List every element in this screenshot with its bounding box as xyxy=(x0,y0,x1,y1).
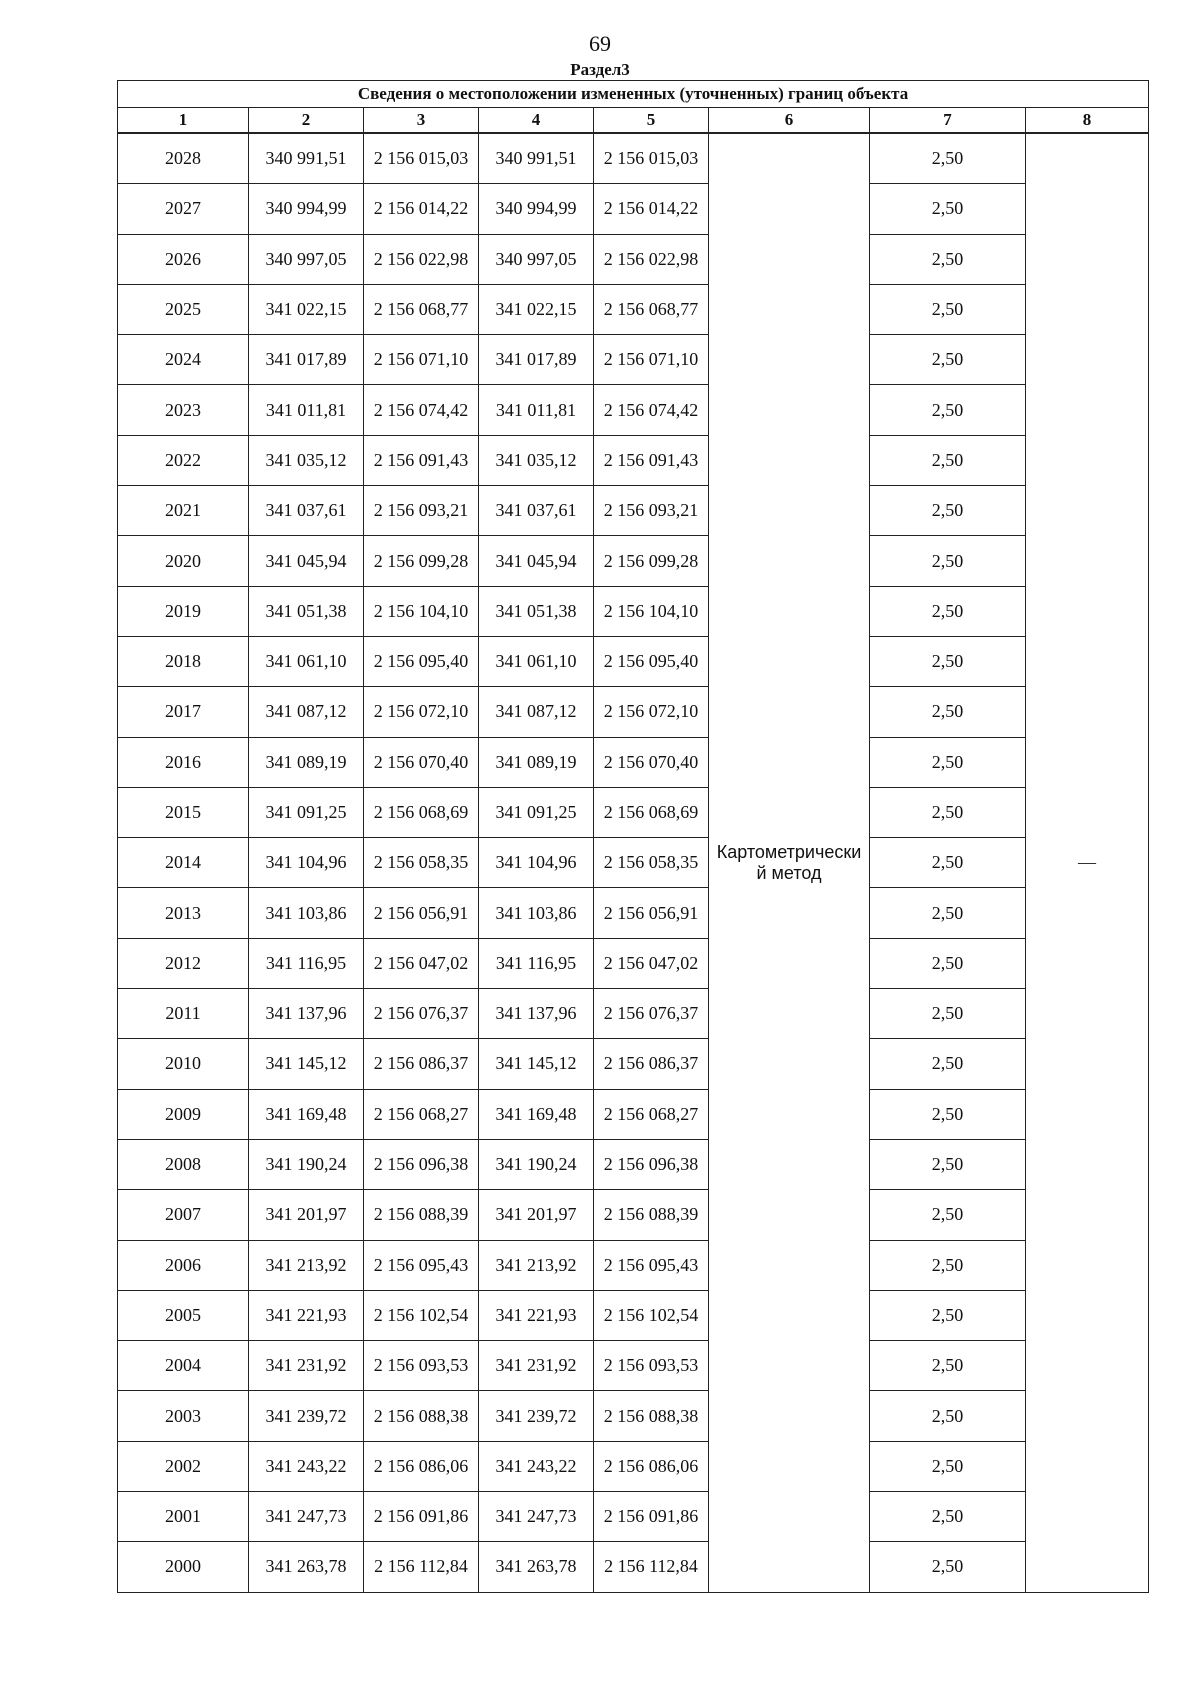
x-new-cell: 340 997,05 xyxy=(479,234,594,284)
method-cell: Картометрически й метод xyxy=(709,133,870,1592)
y-old-cell: 2 156 086,37 xyxy=(364,1039,479,1089)
accuracy-cell: 2,50 xyxy=(870,1542,1026,1592)
accuracy-cell: 2,50 xyxy=(870,284,1026,334)
point-number-cell: 2003 xyxy=(118,1391,249,1441)
table-row xyxy=(118,284,1149,334)
y-old-cell: 2 156 068,77 xyxy=(364,284,479,334)
y-new-cell: 2 156 095,43 xyxy=(594,1240,709,1290)
point-number-cell: 2028 xyxy=(118,133,249,184)
accuracy-cell: 2,50 xyxy=(870,1190,1026,1240)
y-new-cell: 2 156 074,42 xyxy=(594,385,709,435)
point-number-cell: 2015 xyxy=(118,787,249,837)
y-old-cell: 2 156 095,40 xyxy=(364,636,479,686)
accuracy-cell: 2,50 xyxy=(870,1492,1026,1542)
y-new-cell: 2 156 095,40 xyxy=(594,636,709,686)
x-new-cell: 341 201,97 xyxy=(479,1190,594,1240)
y-old-cell: 2 156 022,98 xyxy=(364,234,479,284)
y-new-cell: 2 156 093,53 xyxy=(594,1341,709,1391)
y-new-cell: 2 156 091,43 xyxy=(594,435,709,485)
point-number-cell: 2001 xyxy=(118,1492,249,1542)
x-old-cell: 341 089,19 xyxy=(249,737,364,787)
table-row xyxy=(118,787,1149,837)
column-header-row xyxy=(118,108,1149,134)
x-old-cell: 341 035,12 xyxy=(249,435,364,485)
accuracy-cell: 2,50 xyxy=(870,1341,1026,1391)
accuracy-cell: 2,50 xyxy=(870,838,1026,888)
x-old-cell: 341 243,22 xyxy=(249,1441,364,1491)
point-number-cell: 2016 xyxy=(118,737,249,787)
y-old-cell: 2 156 070,40 xyxy=(364,737,479,787)
accuracy-cell: 2,50 xyxy=(870,989,1026,1039)
x-old-cell: 341 169,48 xyxy=(249,1089,364,1139)
accuracy-cell: 2,50 xyxy=(870,536,1026,586)
point-number-cell: 2013 xyxy=(118,888,249,938)
table-row xyxy=(118,133,1149,184)
x-new-cell: 341 011,81 xyxy=(479,385,594,435)
y-new-cell: 2 156 099,28 xyxy=(594,536,709,586)
section-title: Раздел3 xyxy=(570,60,630,79)
x-old-cell: 341 116,95 xyxy=(249,938,364,988)
table-row xyxy=(118,1492,1149,1542)
y-old-cell: 2 156 095,43 xyxy=(364,1240,479,1290)
table-row xyxy=(118,586,1149,636)
column-header: 4 xyxy=(479,108,594,134)
accuracy-cell: 2,50 xyxy=(870,1441,1026,1491)
x-new-cell: 341 221,93 xyxy=(479,1290,594,1340)
y-old-cell: 2 156 086,06 xyxy=(364,1441,479,1491)
point-number-cell: 2011 xyxy=(118,989,249,1039)
x-new-cell: 341 169,48 xyxy=(479,1089,594,1139)
x-new-cell: 341 045,94 xyxy=(479,536,594,586)
y-new-cell: 2 156 068,27 xyxy=(594,1089,709,1139)
table-row xyxy=(118,435,1149,485)
table-caption: Сведения о местоположении измененных (уточненных) границ объекта xyxy=(118,81,1149,108)
x-new-cell: 341 022,15 xyxy=(479,284,594,334)
point-number-cell: 2017 xyxy=(118,687,249,737)
table-row xyxy=(118,888,1149,938)
y-new-cell: 2 156 071,10 xyxy=(594,335,709,385)
point-number-cell: 2010 xyxy=(118,1039,249,1089)
x-old-cell: 341 045,94 xyxy=(249,536,364,586)
x-old-cell: 341 104,96 xyxy=(249,838,364,888)
point-number-cell: 2014 xyxy=(118,838,249,888)
accuracy-cell: 2,50 xyxy=(870,1139,1026,1189)
x-old-cell: 341 239,72 xyxy=(249,1391,364,1441)
y-old-cell: 2 156 072,10 xyxy=(364,687,479,737)
accuracy-cell: 2,50 xyxy=(870,234,1026,284)
y-new-cell: 2 156 056,91 xyxy=(594,888,709,938)
x-old-cell: 341 231,92 xyxy=(249,1341,364,1391)
y-new-cell: 2 156 014,22 xyxy=(594,184,709,234)
table-row xyxy=(118,687,1149,737)
x-old-cell: 341 137,96 xyxy=(249,989,364,1039)
point-number-cell: 2009 xyxy=(118,1089,249,1139)
point-number-cell: 2006 xyxy=(118,1240,249,1290)
y-old-cell: 2 156 088,38 xyxy=(364,1391,479,1441)
table-row xyxy=(118,1089,1149,1139)
x-old-cell: 341 061,10 xyxy=(249,636,364,686)
x-new-cell: 340 991,51 xyxy=(479,133,594,184)
y-new-cell: 2 156 068,69 xyxy=(594,787,709,837)
x-new-cell: 341 089,19 xyxy=(479,737,594,787)
column-header: 3 xyxy=(364,108,479,134)
x-old-cell: 341 011,81 xyxy=(249,385,364,435)
table-row xyxy=(118,938,1149,988)
accuracy-cell: 2,50 xyxy=(870,938,1026,988)
table-row xyxy=(118,636,1149,686)
point-number-cell: 2012 xyxy=(118,938,249,988)
table-row xyxy=(118,1391,1149,1441)
point-number-cell: 2005 xyxy=(118,1290,249,1340)
table-row xyxy=(118,1190,1149,1240)
y-old-cell: 2 156 014,22 xyxy=(364,184,479,234)
accuracy-cell: 2,50 xyxy=(870,1240,1026,1290)
x-new-cell: 341 037,61 xyxy=(479,486,594,536)
x-new-cell: 341 087,12 xyxy=(479,687,594,737)
accuracy-cell: 2,50 xyxy=(870,1391,1026,1441)
table-row xyxy=(118,335,1149,385)
table-row xyxy=(118,1139,1149,1189)
page-number: 69 xyxy=(589,31,611,56)
x-new-cell: 341 017,89 xyxy=(479,335,594,385)
y-new-cell: 2 156 068,77 xyxy=(594,284,709,334)
column-header: 8 xyxy=(1026,108,1149,134)
point-number-cell: 2020 xyxy=(118,536,249,586)
x-old-cell: 340 994,99 xyxy=(249,184,364,234)
y-old-cell: 2 156 093,53 xyxy=(364,1341,479,1391)
accuracy-cell: 2,50 xyxy=(870,435,1026,485)
accuracy-cell: 2,50 xyxy=(870,335,1026,385)
point-number-cell: 2026 xyxy=(118,234,249,284)
accuracy-cell: 2,50 xyxy=(870,1089,1026,1139)
x-new-cell: 341 263,78 xyxy=(479,1542,594,1592)
point-number-cell: 2000 xyxy=(118,1542,249,1592)
y-old-cell: 2 156 015,03 xyxy=(364,133,479,184)
x-old-cell: 340 991,51 xyxy=(249,133,364,184)
x-new-cell: 341 103,86 xyxy=(479,888,594,938)
table-body xyxy=(118,133,1149,1592)
table-row xyxy=(118,1341,1149,1391)
y-old-cell: 2 156 088,39 xyxy=(364,1190,479,1240)
point-number-cell: 2004 xyxy=(118,1341,249,1391)
accuracy-cell: 2,50 xyxy=(870,385,1026,435)
x-old-cell: 340 997,05 xyxy=(249,234,364,284)
x-new-cell: 341 116,95 xyxy=(479,938,594,988)
y-new-cell: 2 156 086,37 xyxy=(594,1039,709,1089)
x-new-cell: 341 137,96 xyxy=(479,989,594,1039)
accuracy-cell: 2,50 xyxy=(870,636,1026,686)
point-number-cell: 2008 xyxy=(118,1139,249,1189)
y-new-cell: 2 156 093,21 xyxy=(594,486,709,536)
x-old-cell: 341 037,61 xyxy=(249,486,364,536)
x-new-cell: 341 243,22 xyxy=(479,1441,594,1491)
x-new-cell: 341 051,38 xyxy=(479,586,594,636)
table-row xyxy=(118,1240,1149,1290)
x-new-cell: 341 091,25 xyxy=(479,787,594,837)
x-old-cell: 341 263,78 xyxy=(249,1542,364,1592)
accuracy-cell: 2,50 xyxy=(870,486,1026,536)
table-row xyxy=(118,1542,1149,1592)
y-new-cell: 2 156 086,06 xyxy=(594,1441,709,1491)
x-old-cell: 341 247,73 xyxy=(249,1492,364,1542)
y-new-cell: 2 156 104,10 xyxy=(594,586,709,636)
x-new-cell: 341 213,92 xyxy=(479,1240,594,1290)
point-number-cell: 2022 xyxy=(118,435,249,485)
table-row xyxy=(118,184,1149,234)
note-cell: — xyxy=(1026,133,1149,1592)
x-new-cell: 341 145,12 xyxy=(479,1039,594,1089)
accuracy-cell: 2,50 xyxy=(870,737,1026,787)
table-row xyxy=(118,234,1149,284)
point-number-cell: 2019 xyxy=(118,586,249,636)
column-header: 6 xyxy=(709,108,870,134)
table-row xyxy=(118,1290,1149,1340)
column-header: 7 xyxy=(870,108,1026,134)
y-old-cell: 2 156 091,43 xyxy=(364,435,479,485)
y-old-cell: 2 156 093,21 xyxy=(364,486,479,536)
table-row xyxy=(118,385,1149,435)
table-row xyxy=(118,737,1149,787)
accuracy-cell: 2,50 xyxy=(870,1290,1026,1340)
point-number-cell: 2023 xyxy=(118,385,249,435)
x-old-cell: 341 051,38 xyxy=(249,586,364,636)
x-old-cell: 341 201,97 xyxy=(249,1190,364,1240)
y-new-cell: 2 156 047,02 xyxy=(594,938,709,988)
x-old-cell: 341 213,92 xyxy=(249,1240,364,1290)
x-new-cell: 341 035,12 xyxy=(479,435,594,485)
table-row xyxy=(118,1441,1149,1491)
y-new-cell: 2 156 015,03 xyxy=(594,133,709,184)
table-row xyxy=(118,536,1149,586)
x-old-cell: 341 103,86 xyxy=(249,888,364,938)
y-old-cell: 2 156 096,38 xyxy=(364,1139,479,1189)
y-old-cell: 2 156 074,42 xyxy=(364,385,479,435)
y-old-cell: 2 156 076,37 xyxy=(364,989,479,1039)
table-row xyxy=(118,838,1149,888)
x-new-cell: 341 239,72 xyxy=(479,1391,594,1441)
y-new-cell: 2 156 091,86 xyxy=(594,1492,709,1542)
point-number-cell: 2027 xyxy=(118,184,249,234)
table-row xyxy=(118,486,1149,536)
y-old-cell: 2 156 058,35 xyxy=(364,838,479,888)
y-new-cell: 2 156 096,38 xyxy=(594,1139,709,1189)
point-number-cell: 2007 xyxy=(118,1190,249,1240)
x-old-cell: 341 087,12 xyxy=(249,687,364,737)
x-old-cell: 341 221,93 xyxy=(249,1290,364,1340)
y-new-cell: 2 156 076,37 xyxy=(594,989,709,1039)
y-old-cell: 2 156 068,27 xyxy=(364,1089,479,1139)
x-new-cell: 340 994,99 xyxy=(479,184,594,234)
x-old-cell: 341 091,25 xyxy=(249,787,364,837)
point-number-cell: 2021 xyxy=(118,486,249,536)
y-new-cell: 2 156 070,40 xyxy=(594,737,709,787)
x-old-cell: 341 022,15 xyxy=(249,284,364,334)
y-old-cell: 2 156 099,28 xyxy=(364,536,479,586)
y-new-cell: 2 156 022,98 xyxy=(594,234,709,284)
accuracy-cell: 2,50 xyxy=(870,888,1026,938)
x-old-cell: 341 017,89 xyxy=(249,335,364,385)
y-new-cell: 2 156 102,54 xyxy=(594,1290,709,1340)
x-new-cell: 341 247,73 xyxy=(479,1492,594,1542)
y-new-cell: 2 156 112,84 xyxy=(594,1542,709,1592)
column-header: 2 xyxy=(249,108,364,134)
x-new-cell: 341 061,10 xyxy=(479,636,594,686)
y-old-cell: 2 156 102,54 xyxy=(364,1290,479,1340)
accuracy-cell: 2,50 xyxy=(870,586,1026,636)
table-row xyxy=(118,989,1149,1039)
accuracy-cell: 2,50 xyxy=(870,687,1026,737)
x-new-cell: 341 104,96 xyxy=(479,838,594,888)
column-header: 5 xyxy=(594,108,709,134)
y-old-cell: 2 156 112,84 xyxy=(364,1542,479,1592)
y-old-cell: 2 156 047,02 xyxy=(364,938,479,988)
x-old-cell: 341 190,24 xyxy=(249,1139,364,1189)
y-new-cell: 2 156 088,39 xyxy=(594,1190,709,1240)
accuracy-cell: 2,50 xyxy=(870,1039,1026,1089)
accuracy-cell: 2,50 xyxy=(870,787,1026,837)
column-header: 1 xyxy=(118,108,249,134)
x-new-cell: 341 190,24 xyxy=(479,1139,594,1189)
y-old-cell: 2 156 104,10 xyxy=(364,586,479,636)
point-number-cell: 2002 xyxy=(118,1441,249,1491)
point-number-cell: 2018 xyxy=(118,636,249,686)
point-number-cell: 2024 xyxy=(118,335,249,385)
table-row xyxy=(118,1039,1149,1089)
y-old-cell: 2 156 056,91 xyxy=(364,888,479,938)
x-old-cell: 341 145,12 xyxy=(249,1039,364,1089)
y-old-cell: 2 156 071,10 xyxy=(364,335,479,385)
y-new-cell: 2 156 088,38 xyxy=(594,1391,709,1441)
x-new-cell: 341 231,92 xyxy=(479,1341,594,1391)
y-old-cell: 2 156 091,86 xyxy=(364,1492,479,1542)
y-new-cell: 2 156 072,10 xyxy=(594,687,709,737)
accuracy-cell: 2,50 xyxy=(870,133,1026,184)
point-number-cell: 2025 xyxy=(118,284,249,334)
boundary-coordinates-table xyxy=(117,80,1149,1593)
accuracy-cell: 2,50 xyxy=(870,184,1026,234)
y-new-cell: 2 156 058,35 xyxy=(594,838,709,888)
y-old-cell: 2 156 068,69 xyxy=(364,787,479,837)
